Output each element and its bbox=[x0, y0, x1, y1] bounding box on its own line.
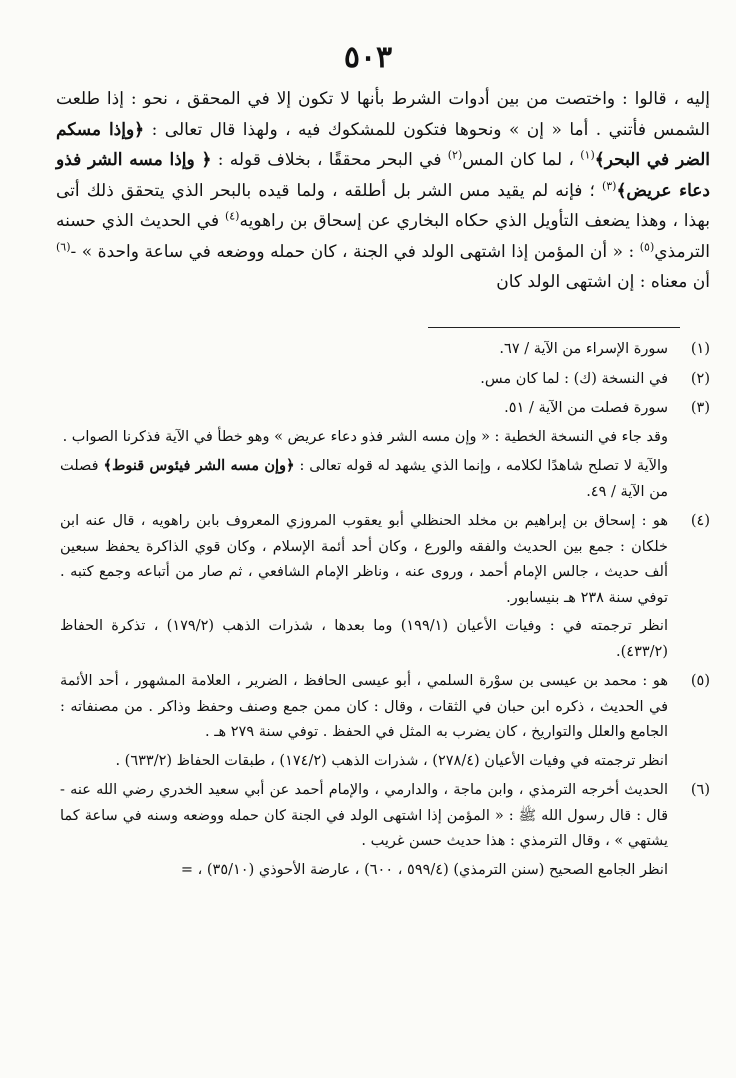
footnote-paragraph bbox=[60, 749, 668, 775]
text-run: فصلت من الآية / ٤٩. bbox=[60, 458, 668, 500]
footnote-paragraph bbox=[60, 337, 668, 363]
footnote-number: (٣) bbox=[690, 400, 710, 416]
footnote-paragraph bbox=[60, 453, 668, 505]
text-run: ؛ فإنه لم يقيد مس الشر بل أطلقه ، ولما قيده بالبحر الذي يتحقق ذلك أتى بهذا ، وهذا يضعف التأويل الذي حكاه البخاري عن إسحاق بن راهويه bbox=[56, 180, 710, 231]
text-run: انظر ترجمته في وفيات الأعيان (٢٧٨/٤) ، شذرات الذهب (١٧٤/٢) ، طبقات الحفاظ (٦٣٣/٢) . bbox=[115, 752, 668, 769]
footnote bbox=[60, 337, 710, 363]
footnote-number: (٢) bbox=[690, 370, 710, 387]
text-run: سورة فصلت من الآية / ٥١. bbox=[504, 400, 668, 416]
quran-verse: ﴿وإن مسه الشر فيئوس قنوط﴾ bbox=[103, 457, 295, 474]
text-run: في البحر محققًا ، بخلاف قوله : bbox=[211, 150, 448, 170]
text-run: الحديث أخرجه الترمذي ، وابن ماجة ، والدارمي ، والإمام أحمد عن أبي سعيد الخدري رضي الله عنه - قال : قال رسول الله ﷺ : « المؤمن إذا اشتهى الولد في الجنة كان حمله ووضعه وسنه في ساعة كما يشتهي » ، وقال الترمذي : هذا حديث حسن غريب . bbox=[60, 782, 668, 849]
footnote bbox=[60, 367, 710, 393]
footnote-ref: (٣) bbox=[601, 178, 617, 192]
footnote-paragraph bbox=[60, 778, 668, 855]
main-paragraph bbox=[56, 84, 710, 298]
footnote-paragraph bbox=[60, 614, 668, 665]
text-run: أن معناه : إن اشتهى الولد كان bbox=[496, 272, 710, 292]
text-run: سورة الإسراء من الآية / ٦٧. bbox=[499, 341, 668, 357]
text-run: انظر ترجمته في : وفيات الأعيان (١٩٩/١) وما بعدها ، شذرات الذهب (١٧٩/٢) ، تذكرة الحفاظ (٤٣٣/٢). bbox=[60, 618, 668, 660]
footnote-paragraph bbox=[60, 367, 668, 393]
text-run: والآية لا تصلح شاهدًا لكلامه ، وإنما الذي يشهد له قوله تعالى : bbox=[294, 458, 668, 474]
footnote bbox=[60, 669, 710, 774]
footnote-ref: (٢) bbox=[447, 148, 463, 162]
quran-verse: ﴿ وإذا مسه الشر فذو دعاء عريض﴾ bbox=[56, 150, 710, 201]
footnote bbox=[60, 396, 710, 505]
footnote-number: (١) bbox=[690, 341, 710, 357]
footnotes bbox=[60, 337, 710, 887]
footnote bbox=[60, 778, 710, 883]
text-run: في الحديث الذي حسنه الترمذي bbox=[56, 211, 710, 262]
text-run: في النسخة (ك) : لما كان مس. bbox=[480, 370, 668, 387]
text-run: هو : إسحاق بن إبراهيم بن مخلد الحنظلي أبو يعقوب المروزي المعروف بابن راهويه ، قال عنه ابن خلكان : جمع بين الحديث والفقه والورع ، وكان أحد أئمة الإسلام ، وكان قوي الذاكرة يحفظ سبعين ألف حديث ، جالس الإمام أحمد ، وروى عنه ، وناظر الإمام الشافعي ، ثم صار من أتباعه وجمع كتبه . توفي سنة ٢٣٨ هـ بنيسابور. bbox=[60, 513, 668, 606]
text-run: إليه ، قالوا : واختصت من بين أدوات الشرط بأنها لا تكون إلا في المحقق ، نحو : إذا طلعت الشمس فأتني . أما « إن » ونحوها فتكون للمشكوك فيه ، ولهذا قال تعالى : bbox=[56, 89, 710, 140]
text-run: انظر الجامع الصحيح (سنن الترمذي) (٥٩٩/٤ ، ٦٠٠) ، عارضة الأحوذي (٣٥/١٠) ، = bbox=[180, 861, 668, 878]
text-run: هو : محمد بن عيسى بن سوْرة السلمي ، أبو عيسى الحافظ ، الضرير ، العلامة المشهور ، أحد الأئمة في الحديث ، ذكره ابن حبان في الثقات ، وقال : كان ممن جمع وصنف وحفظ وذاكر . من مصنفاته : الجامع والعلل والتواريخ ، كان يضرب به المثل في الحفظ . توفي سنة ٢٧٩ هـ . bbox=[60, 673, 668, 740]
footnote-number: (٤) bbox=[690, 513, 710, 529]
footnote-separator bbox=[428, 327, 680, 328]
quran-verse: ﴿وإذا مسكم الضر في البحر﴾ bbox=[56, 119, 711, 170]
footnote-ref: (٥) bbox=[639, 239, 655, 253]
footnote bbox=[60, 509, 710, 665]
footnote-ref: (١) bbox=[580, 148, 595, 162]
footnote-ref: (٦) bbox=[56, 239, 71, 253]
text-run: : « أن المؤمن إذا اشتهى الولد في الجنة ، كان حمله ووضعه في ساعة واحدة » - bbox=[70, 241, 640, 262]
footnote-paragraph bbox=[60, 858, 668, 884]
text-run: وقد جاء في النسخة الخطية : « وإن مسه الشر فذو دعاء عريض » وهو خطأ في الآية فذكرنا الصواب . bbox=[62, 428, 668, 445]
footnote-ref: (٤) bbox=[224, 209, 240, 223]
main-text bbox=[56, 84, 710, 298]
footnote-paragraph bbox=[60, 396, 668, 422]
footnote-number: (٥) bbox=[690, 673, 710, 689]
footnote-paragraph bbox=[60, 669, 668, 746]
page-number: ٥٠٣ bbox=[343, 40, 393, 75]
text-run: ، لما كان المس bbox=[462, 150, 581, 170]
footnote-paragraph bbox=[60, 509, 668, 611]
footnote-paragraph bbox=[60, 425, 668, 451]
footnote-number: (٦) bbox=[690, 782, 710, 798]
